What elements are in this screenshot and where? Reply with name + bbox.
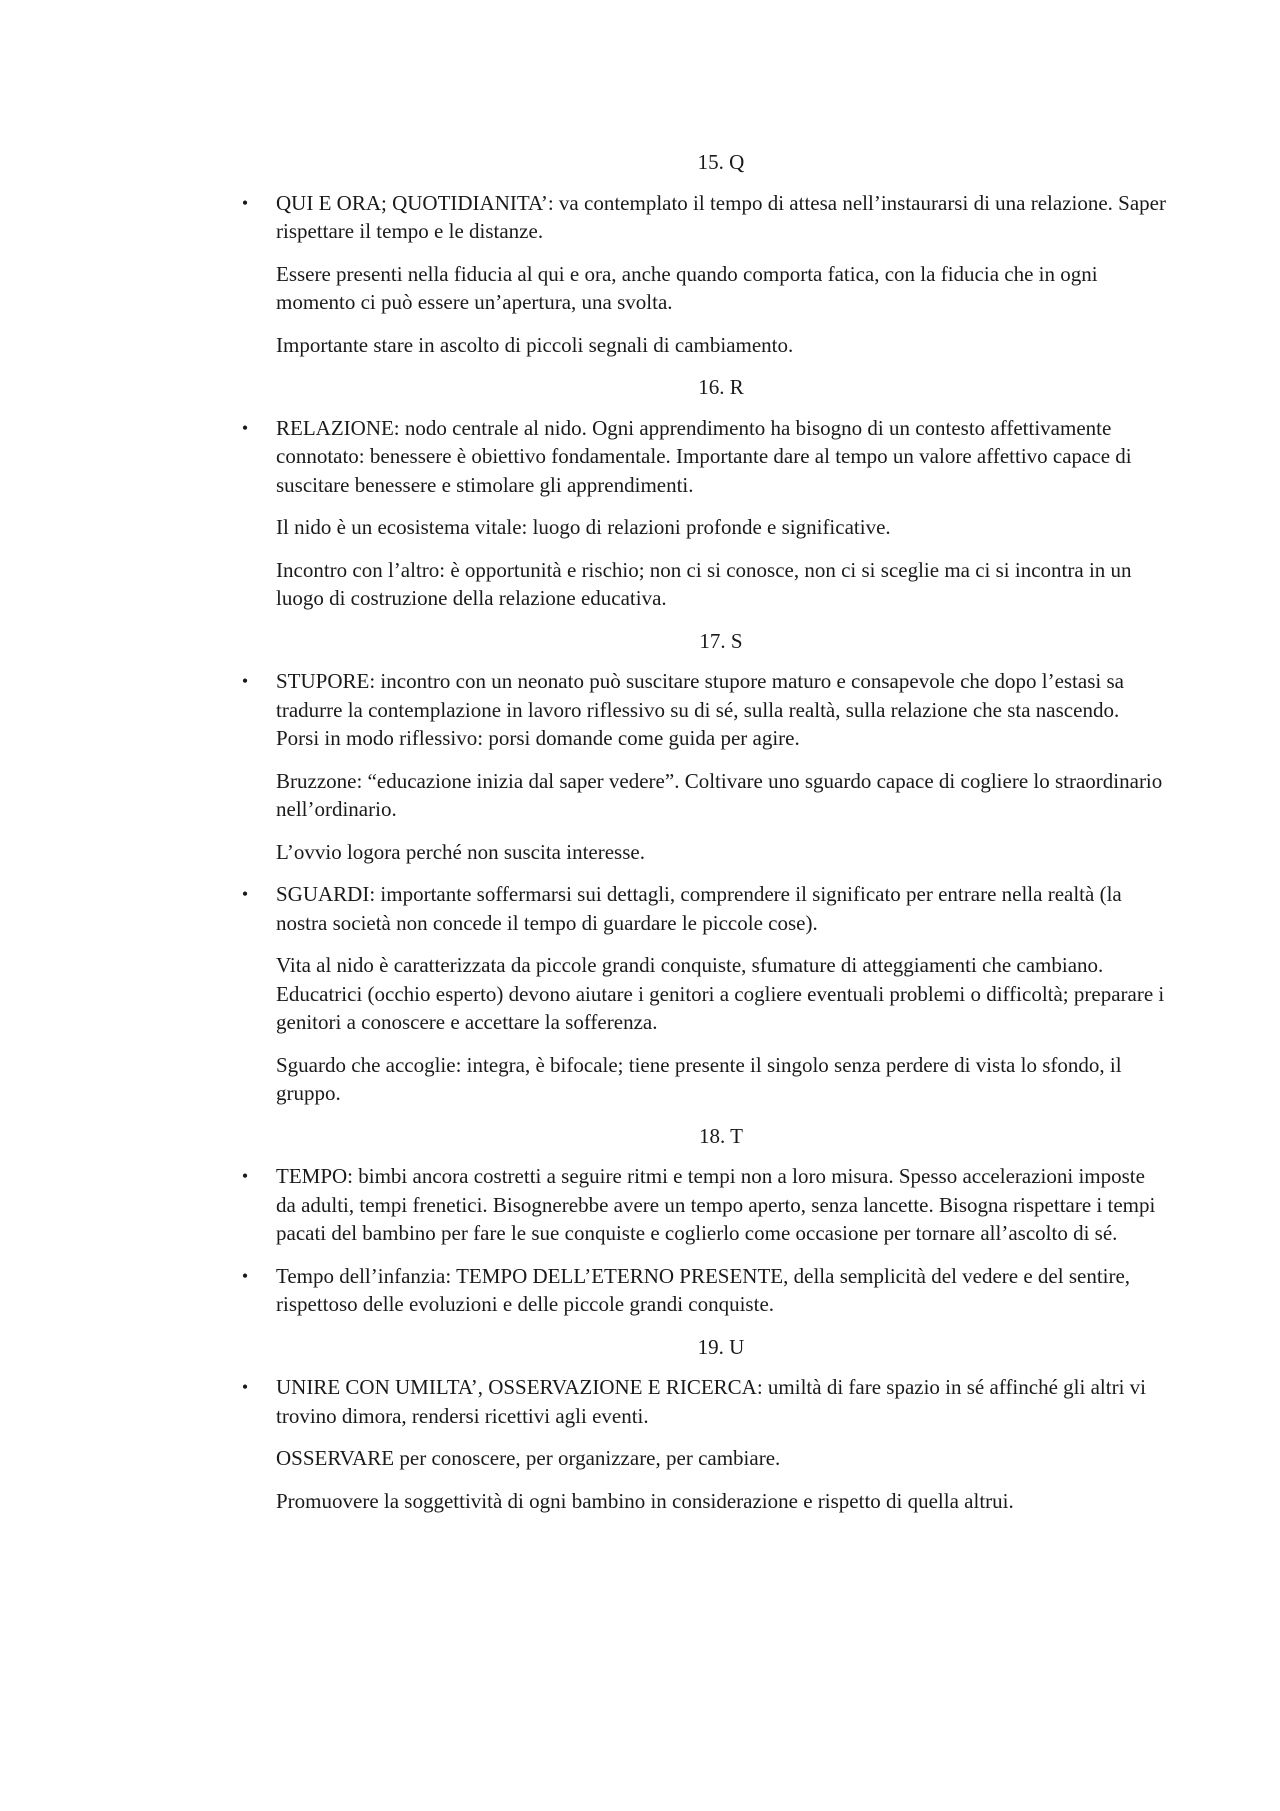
- paragraph: Il nido è un ecosistema vitale: luogo di relazioni profonde e significative.: [276, 515, 891, 539]
- section-heading: 17. S: [699, 628, 743, 653]
- bullet-icon: •: [241, 1377, 249, 1397]
- bullet-entry: [241, 414, 1166, 613]
- section-heading: 16. R: [698, 375, 744, 399]
- paragraph: Sguardo che accoglie: integra, è bifocale; tiene presente il singolo senza perdere di vista lo sfondo, il gruppo.: [276, 1052, 1122, 1105]
- bullet-icon: •: [241, 671, 249, 691]
- paragraph: QUI E ORA; QUOTIDIANITA’: va contemplato il tempo di attesa nell’instaurarsi di una relazione. Saper rispettare il tempo e le distanze.: [276, 190, 1166, 243]
- bullet-entry: [241, 1262, 1166, 1319]
- paragraph: UNIRE CON UMILTA’, OSSERVAZIONE E RICERCA: umiltà di fare spazio in sé affinché gli altri vi trovino dimora, rendersi ricettivi agli eventi.: [276, 1375, 1146, 1428]
- paragraph: Incontro con l’altro: è opportunità e rischio; non ci si conosce, non ci si sceglie ma ci si incontra in un luogo di costruzione della relazione educativa.: [276, 557, 1132, 610]
- section-heading: 18. T: [699, 1123, 743, 1148]
- paragraph: Tempo dell’infanzia: TEMPO DELL’ETERNO PRESENTE, della semplicità del vedere e del sentire, rispettoso delle evoluzioni e delle piccole grandi conquiste.: [276, 1263, 1131, 1316]
- section-heading: 19. U: [697, 1334, 745, 1359]
- section-heading: 15. Q: [697, 150, 745, 174]
- paragraph: Importante stare in ascolto di piccoli segnali di cambiamento.: [276, 332, 794, 357]
- paragraph: SGUARDI: importante soffermarsi sui dettagli, comprendere il significato per entrare nella realtà (la nostra società non concede il tempo di guardare le piccole cose).: [276, 882, 1122, 935]
- paragraph: Bruzzone: “educazione inizia dal saper vedere”. Coltivare uno sguardo capace di cogliere lo straordinario nell’ordinario.: [276, 768, 1163, 821]
- bullet-entry: [241, 1373, 1166, 1515]
- bullet-icon: •: [241, 192, 249, 213]
- paragraph: Essere presenti nella fiducia al qui e ora, anche quando comporta fatica, con la fiducia che in ogni momento ci può essere un’apertura, una svolta.: [276, 261, 1098, 314]
- paragraph: STUPORE: incontro con un neonato può suscitare stupore maturo e consapevole che dopo l’estasi sa tradurre la contemplazione in lavoro riflessivo su di sé, sulla realtà, sulla relazione che sta nascendo. Porsi in modo riflessivo: porsi domande come guida per agire.: [276, 669, 1124, 750]
- paragraph: RELAZIONE: nodo centrale al nido. Ogni apprendimento ha bisogno di un contesto affettivamente connotato: benessere è obiettivo fondamentale. Importante dare al tempo un valore affettivo capace di suscitare benessere e stimolare gli apprendimenti.: [276, 415, 1132, 497]
- bullet-entry: [241, 880, 1166, 1108]
- bullet-entry: [241, 189, 1166, 360]
- bullet-entry: [241, 667, 1166, 866]
- bullet-icon: •: [241, 1265, 249, 1286]
- paragraph: Vita al nido è caratterizzata da piccole grandi conquiste, sfumature di atteggiamenti che cambiano. Educatrici (occhio esperto) devono aiutare i genitori a cogliere eventuali problemi o difficoltà; preparare i genitori a conoscere e accettare la sofferenza.: [276, 953, 1165, 1034]
- paragraph: OSSERVARE per conoscere, per organizzare, per cambiare.: [276, 1446, 781, 1470]
- bullet-icon: •: [241, 417, 249, 438]
- bullet-icon: •: [241, 884, 249, 904]
- paragraph: L’ovvio logora perché non suscita interesse.: [276, 839, 645, 864]
- bullet-icon: •: [241, 1166, 249, 1186]
- paragraph: TEMPO: bimbi ancora costretti a seguire ritmi e tempi non a loro misura. Spesso accelerazioni imposte da adulti, tempi frenetici. Bisognerebbe avere un tempo aperto, senza lancette. Bisogna rispettare i tempi pacati del bambino per fare le sue conquiste e coglierlo come occasione per tornare all’ascolto di sé.: [276, 1164, 1156, 1245]
- document-body: [241, 148, 1166, 1529]
- bullet-entry: [241, 1162, 1166, 1248]
- paragraph: Promuovere la soggettività di ogni bambino in considerazione e rispetto di quella altrui.: [276, 1488, 1014, 1513]
